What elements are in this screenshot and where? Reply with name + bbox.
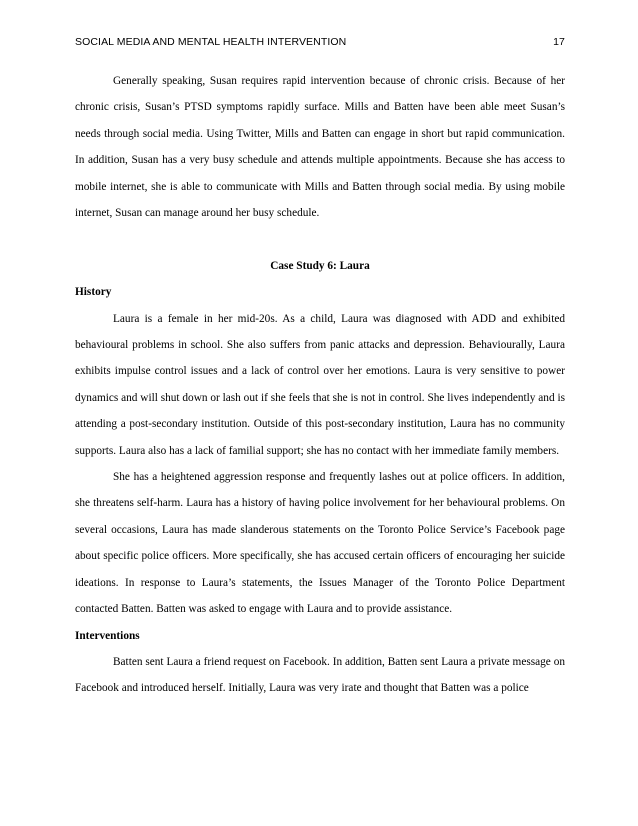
- running-head: SOCIAL MEDIA AND MENTAL HEALTH INTERVENTION: [75, 36, 347, 48]
- body-text: [75, 68, 565, 702]
- page-number: 17: [553, 36, 565, 48]
- paragraph-history: Laura is a female in her mid-20s. As a child, Laura was diagnosed with ADD and exhibited behavioural problems in school. She also suffers from panic attacks and depression. Behaviourally, Laura exhibits impulse control issues and a lack of control over her emotions. Laura is very sensitive to power dynamics and will shut down or lash out if she feels that she is not in control. She lives independently and is attending a post-secondary institution. Outside of this post-secondary institution, Laura has no community supports. Laura also has a lack of familial support; she has no contact with her immediate family members.: [75, 312, 565, 457]
- blank-line: [75, 226, 565, 252]
- interventions-heading: Interventions: [75, 629, 140, 642]
- case-study-heading: Case Study 6: Laura: [270, 259, 370, 272]
- page-header: [75, 36, 565, 52]
- paragraph-interventions: Batten sent Laura a friend request on Facebook. In addition, Batten sent Laura a private message on Facebook and introduced herself. Initially, Laura was very irate and thought that Batten was a police: [75, 655, 565, 695]
- history-heading: History: [75, 286, 112, 299]
- paragraph-susan-summary: Generally speaking, Susan requires rapid intervention because of chronic crisis. Because of her chronic crisis, Susan’s PTSD symptoms rapidly surface. Mills and Batten have been able meet Susan’s needs through social media. Using Twitter, Mills and Batten can engage in short but rapid communication. In addition, Susan has a very busy schedule and attends multiple appointments. Because she has access to mobile internet, she is able to communicate with Mills and Batten through social media. By using mobile internet, Susan can manage around her busy schedule.: [75, 75, 565, 220]
- paragraph-aggression: She has a heightened aggression response and frequently lashes out at police officers. In addition, she threatens self-harm. Laura has a history of having police involvement for her behavioural problems. On several occasions, Laura has made slanderous statements on the Toronto Police Service’s Facebook page about specific police officers. More specifically, she has accused certain officers of encouraging her suicide ideations. In response to Laura’s statements, the Issues Manager of the Toronto Police Department contacted Batten. Batten was asked to engage with Laura and to provide assistance.: [75, 471, 565, 616]
